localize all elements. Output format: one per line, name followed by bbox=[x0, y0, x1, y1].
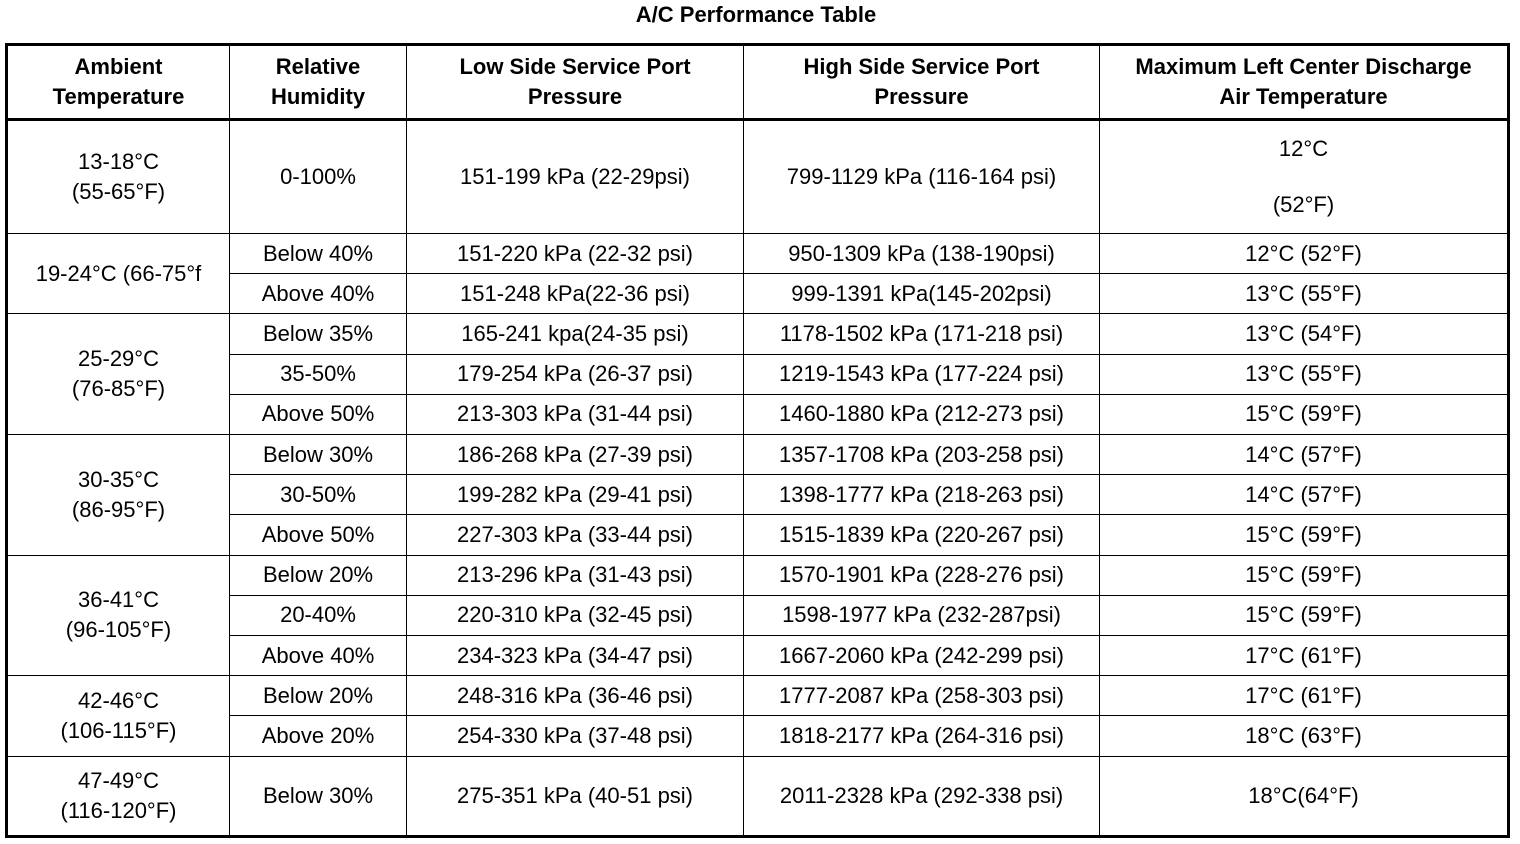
discharge-cell: 13°C (54°F) bbox=[1100, 314, 1509, 354]
table-row bbox=[7, 120, 1509, 234]
ambient-celsius: 30-35°C bbox=[78, 466, 159, 492]
humidity-cell: 35-50% bbox=[230, 354, 407, 394]
high-pressure-cell: 1667-2060 kPa (242-299 psi) bbox=[744, 635, 1100, 675]
header-ambient-temperature bbox=[7, 45, 230, 120]
ambient-fahrenheit: (76-85°F) bbox=[71, 376, 166, 402]
ambient-celsius: 25-29°C bbox=[78, 346, 159, 372]
ambient-celsius: 47-49°C bbox=[78, 767, 159, 793]
low-pressure-cell: 186-268 kPa (27-39 psi) bbox=[407, 435, 744, 475]
table-row bbox=[7, 394, 1509, 434]
header-ambient-line-2: Temperature bbox=[52, 84, 185, 109]
high-pressure-cell: 1219-1543 kPa (177-224 psi) bbox=[744, 354, 1100, 394]
discharge-cell: 18°C (63°F) bbox=[1100, 716, 1509, 756]
header-discharge-line-2: Air Temperature bbox=[1219, 84, 1388, 109]
low-pressure-cell: 151-248 kPa(22-36 psi) bbox=[407, 274, 744, 314]
table-row bbox=[7, 595, 1509, 635]
ambient-range: 19-24°C (66-75°f bbox=[35, 260, 202, 286]
discharge-cell: 18°C(64°F) bbox=[1100, 756, 1509, 836]
discharge-cell: 17°C (61°F) bbox=[1100, 676, 1509, 716]
humidity-cell: 0-100% bbox=[230, 120, 407, 234]
discharge-cell bbox=[1100, 120, 1509, 234]
table-row bbox=[7, 756, 1509, 836]
header-low-side-pressure bbox=[407, 45, 744, 120]
low-pressure-cell: 151-199 kPa (22-29psi) bbox=[407, 120, 744, 234]
humidity-cell: Below 30% bbox=[230, 435, 407, 475]
header-row bbox=[7, 45, 1509, 120]
table-row bbox=[7, 435, 1509, 475]
header-discharge-line-1: Maximum Left Center Discharge bbox=[1135, 54, 1472, 79]
discharge-cell: 14°C (57°F) bbox=[1100, 435, 1509, 475]
discharge-cell: 12°C (52°F) bbox=[1100, 234, 1509, 274]
high-pressure-cell: 1777-2087 kPa (258-303 psi) bbox=[744, 676, 1100, 716]
header-relative-humidity bbox=[230, 45, 407, 120]
high-pressure-cell: 1515-1839 kPa (220-267 psi) bbox=[744, 515, 1100, 555]
humidity-cell: Below 20% bbox=[230, 555, 407, 595]
header-low-line-2: Pressure bbox=[527, 84, 623, 109]
discharge-cell: 13°C (55°F) bbox=[1100, 354, 1509, 394]
high-pressure-cell: 799-1129 kPa (116-164 psi) bbox=[744, 120, 1100, 234]
humidity-cell: Below 20% bbox=[230, 676, 407, 716]
ambient-cell bbox=[7, 435, 230, 556]
low-pressure-cell: 254-330 kPa (37-48 psi) bbox=[407, 716, 744, 756]
humidity-cell: Below 30% bbox=[230, 756, 407, 836]
humidity-cell: 30-50% bbox=[230, 475, 407, 515]
table-row bbox=[7, 314, 1509, 354]
low-pressure-cell: 213-296 kPa (31-43 psi) bbox=[407, 555, 744, 595]
discharge-celsius: 12°C bbox=[1278, 136, 1329, 162]
humidity-cell: Above 40% bbox=[230, 274, 407, 314]
low-pressure-cell: 151-220 kPa (22-32 psi) bbox=[407, 234, 744, 274]
ambient-fahrenheit: (116-120°F) bbox=[60, 797, 177, 823]
ambient-celsius: 36-41°C bbox=[78, 587, 159, 613]
high-pressure-cell: 1598-1977 kPa (232-287psi) bbox=[744, 595, 1100, 635]
discharge-cell: 13°C (55°F) bbox=[1100, 274, 1509, 314]
ambient-cell bbox=[7, 120, 230, 234]
low-pressure-cell: 234-323 kPa (34-47 psi) bbox=[407, 635, 744, 675]
ambient-fahrenheit: (55-65°F) bbox=[71, 179, 166, 205]
high-pressure-cell: 1178-1502 kPa (171-218 psi) bbox=[744, 314, 1100, 354]
header-ambient-line-1: Ambient bbox=[74, 54, 163, 79]
table-row bbox=[7, 234, 1509, 274]
humidity-cell: Below 40% bbox=[230, 234, 407, 274]
header-low-line-1: Low Side Service Port bbox=[459, 54, 691, 79]
high-pressure-cell: 1570-1901 kPa (228-276 psi) bbox=[744, 555, 1100, 595]
low-pressure-cell: 275-351 kPa (40-51 psi) bbox=[407, 756, 744, 836]
table-row bbox=[7, 475, 1509, 515]
low-pressure-cell: 213-303 kPa (31-44 psi) bbox=[407, 394, 744, 434]
discharge-cell: 15°C (59°F) bbox=[1100, 555, 1509, 595]
ambient-cell bbox=[7, 314, 230, 435]
humidity-cell: Above 40% bbox=[230, 635, 407, 675]
header-high-line-2: Pressure bbox=[874, 84, 969, 109]
table-row bbox=[7, 274, 1509, 314]
ambient-fahrenheit: (106-115°F) bbox=[60, 717, 177, 743]
ambient-cell bbox=[7, 676, 230, 756]
ambient-celsius: 13-18°C bbox=[78, 149, 159, 175]
high-pressure-cell: 2011-2328 kPa (292-338 psi) bbox=[744, 756, 1100, 836]
table-title: A/C Performance Table bbox=[635, 2, 877, 27]
table-row bbox=[7, 716, 1509, 756]
low-pressure-cell: 179-254 kPa (26-37 psi) bbox=[407, 354, 744, 394]
header-high-line-1: High Side Service Port bbox=[803, 54, 1040, 79]
low-pressure-cell: 248-316 kPa (36-46 psi) bbox=[407, 676, 744, 716]
ambient-cell bbox=[7, 756, 230, 836]
table-row bbox=[7, 515, 1509, 555]
ambient-cell bbox=[7, 234, 230, 314]
ambient-celsius: 42-46°C bbox=[78, 687, 159, 713]
table-row bbox=[7, 676, 1509, 716]
discharge-cell: 15°C (59°F) bbox=[1100, 515, 1509, 555]
high-pressure-cell: 999-1391 kPa(145-202psi) bbox=[744, 274, 1100, 314]
header-humidity-line-1: Relative bbox=[275, 54, 361, 79]
discharge-cell: 15°C (59°F) bbox=[1100, 595, 1509, 635]
low-pressure-cell: 227-303 kPa (33-44 psi) bbox=[407, 515, 744, 555]
humidity-cell: Below 35% bbox=[230, 314, 407, 354]
high-pressure-cell: 950-1309 kPa (138-190psi) bbox=[744, 234, 1100, 274]
discharge-cell: 15°C (59°F) bbox=[1100, 394, 1509, 434]
header-humidity-line-2: Humidity bbox=[270, 84, 366, 109]
ambient-cell bbox=[7, 555, 230, 676]
discharge-cell: 14°C (57°F) bbox=[1100, 475, 1509, 515]
ambient-fahrenheit: (96-105°F) bbox=[65, 617, 172, 643]
header-discharge-air-temperature bbox=[1100, 45, 1509, 120]
ac-performance-table bbox=[5, 43, 1510, 838]
table-row bbox=[7, 354, 1509, 394]
humidity-cell: Above 50% bbox=[230, 515, 407, 555]
high-pressure-cell: 1357-1708 kPa (203-258 psi) bbox=[744, 435, 1100, 475]
discharge-cell: 17°C (61°F) bbox=[1100, 635, 1509, 675]
humidity-cell: 20-40% bbox=[230, 595, 407, 635]
high-pressure-cell: 1460-1880 kPa (212-273 psi) bbox=[744, 394, 1100, 434]
ambient-fahrenheit: (86-95°F) bbox=[71, 496, 166, 522]
low-pressure-cell: 199-282 kPa (29-41 psi) bbox=[407, 475, 744, 515]
discharge-fahrenheit: (52°F) bbox=[1272, 192, 1335, 218]
low-pressure-cell: 220-310 kPa (32-45 psi) bbox=[407, 595, 744, 635]
high-pressure-cell: 1818-2177 kPa (264-316 psi) bbox=[744, 716, 1100, 756]
discharge-spacer bbox=[1104, 164, 1503, 190]
table-row bbox=[7, 555, 1509, 595]
high-pressure-cell: 1398-1777 kPa (218-263 psi) bbox=[744, 475, 1100, 515]
table-row bbox=[7, 635, 1509, 675]
humidity-cell: Above 20% bbox=[230, 716, 407, 756]
humidity-cell: Above 50% bbox=[230, 394, 407, 434]
header-high-side-pressure bbox=[744, 45, 1100, 120]
low-pressure-cell: 165-241 kpa(24-35 psi) bbox=[407, 314, 744, 354]
